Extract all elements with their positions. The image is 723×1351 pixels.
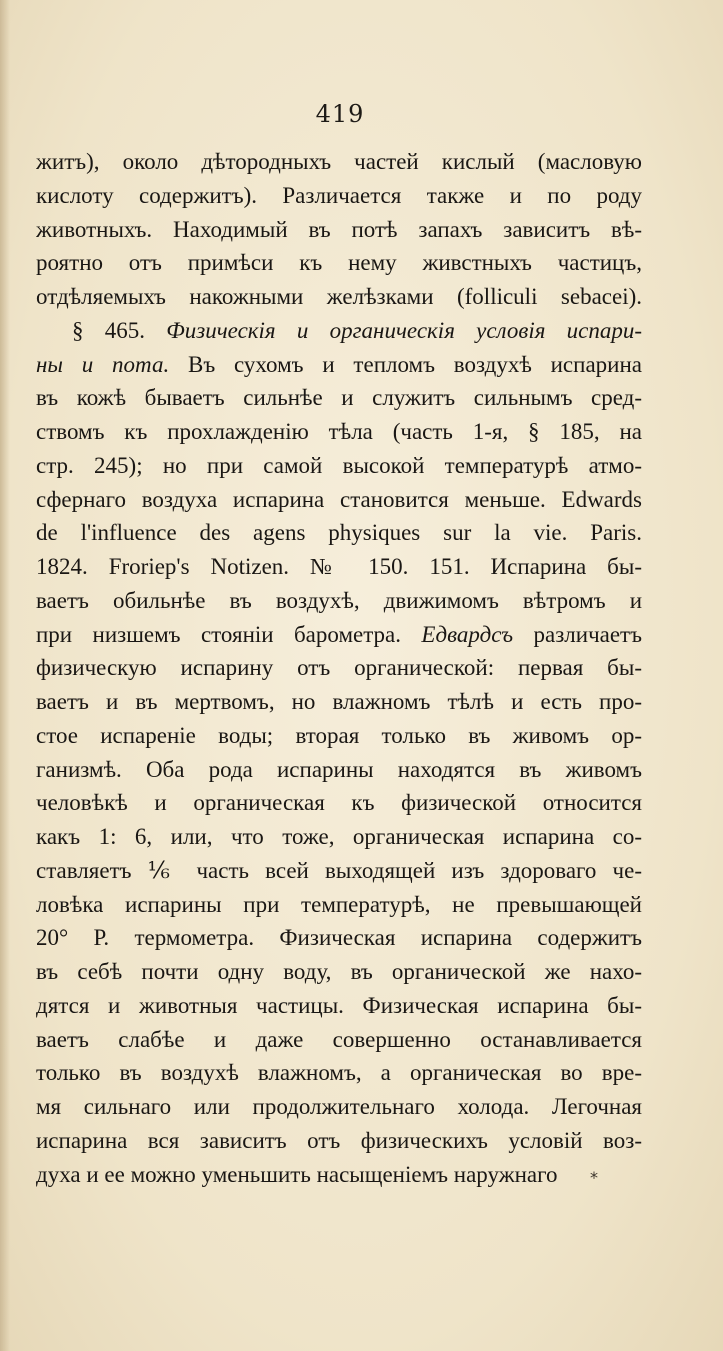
text-line <box>36 1056 642 1090</box>
text-line <box>36 854 642 888</box>
text-line <box>36 786 642 820</box>
line-text: кислоту содержитъ). Различается также и по роду <box>36 182 642 208</box>
page-spine-shadow <box>0 0 10 1351</box>
line-text: при низшемъ стояніи барометра. <box>36 621 422 647</box>
line-text: испарина вся зависитъ отъ физическихъ условій воз- <box>36 1127 642 1153</box>
line-text: 20° Р. термометра. Физическая испарина содержитъ <box>36 925 642 951</box>
text-line <box>36 483 642 517</box>
line-text: ваетъ и въ мертвомъ, но влажномъ тѣлѣ и есть про- <box>36 689 642 714</box>
text-line <box>36 888 642 922</box>
line-text: сфернаго воздуха испарина становится меньше. Edwards <box>36 486 642 512</box>
line-text: ганизмѣ. Оба рода испарины находятся въ живомъ <box>36 756 642 782</box>
line-text: de l'influence des agens physiques sur la vie. Paris. <box>36 520 642 546</box>
italic-text: ны и пота. <box>36 351 170 377</box>
line-text: отдѣляемыхъ накожными желѣзками (folliculi sebacei). <box>36 284 642 309</box>
line-text: Въ сухомъ и тепломъ воздухѣ испарина <box>169 351 642 377</box>
line-text: духа и ее можно уменьшить насыщеніемъ наружнаго <box>36 1161 558 1187</box>
line-text: въ кожѣ бываетъ сильнѣе и служитъ сильнымъ сред- <box>36 385 642 411</box>
line-text: физическую испарину отъ органической: первая бы- <box>36 655 642 681</box>
line-text: дятся и животныя частицы. Физическая испарина бы- <box>36 992 642 1018</box>
text-line <box>36 955 642 989</box>
line-text: ваетъ слабѣе и даже совершенно останавливается <box>36 1026 642 1052</box>
line-text: какъ 1: 6, или, что тоже, органическая испарина со- <box>36 824 642 849</box>
text-line <box>36 1124 642 1158</box>
line-text: 1824. Froriep's Notizen. № 150. 151. Испарина бы- <box>36 554 642 579</box>
line-text: только въ воздухѣ влажномъ, а органическая во вре- <box>36 1060 642 1086</box>
line-text: человѣкѣ и органическая къ физической относится <box>36 790 642 816</box>
text-line <box>36 921 642 955</box>
text-line <box>36 415 642 449</box>
line-text: ставляетъ ⅙ часть всей выходящей изъ здороваго че- <box>36 857 642 883</box>
italic-text: Едвардсъ <box>421 621 514 647</box>
italic-text: Физическія и органическія условія испари- <box>166 317 642 343</box>
line-text: ловѣка испарины при температурѣ, не превышающей <box>36 891 642 917</box>
line-text: ваетъ обильнѣе въ воздухѣ, движимомъ вѣтромъ и <box>36 587 642 613</box>
text-line <box>36 584 642 618</box>
text-line <box>36 179 642 213</box>
line-text: стр. 245); но при самой высокой температурѣ атмо- <box>36 452 642 478</box>
body-text <box>36 145 642 1191</box>
text-line <box>36 1090 642 1124</box>
text-line <box>36 719 642 753</box>
text-line <box>36 449 642 483</box>
line-text: стое испареніе воды; вторая только въ живомъ ор- <box>36 722 642 748</box>
text-line <box>36 618 642 652</box>
text-line <box>36 213 642 247</box>
text-line <box>36 516 642 550</box>
line-text: житъ), около дѣтородныхъ частей кислый (масловую <box>36 149 642 174</box>
text-line <box>36 989 642 1023</box>
text-line <box>36 1158 642 1192</box>
line-text: животныхъ. Находимый въ потѣ запахъ зависитъ вѣ- <box>36 216 642 242</box>
text-line <box>36 550 642 584</box>
footer-asterisk: * <box>590 1168 598 1187</box>
line-text: мя сильнаго или продолжительнаго холода. Легочная <box>36 1094 642 1119</box>
line-text: роятно отъ примѣси къ нему живстныхъ частицъ, <box>36 250 642 276</box>
text-line <box>36 820 642 854</box>
text-line <box>36 1023 642 1057</box>
line-text: § 465. <box>72 317 167 343</box>
text-line <box>36 280 642 314</box>
text-line <box>36 314 642 348</box>
text-line <box>36 685 642 719</box>
line-text: ствомъ къ прохлажденію тѣла (часть 1-я, § 185, на <box>36 419 642 444</box>
page-number: 419 <box>315 100 365 128</box>
text-line <box>36 381 642 415</box>
text-line <box>36 348 642 382</box>
line-text: различаетъ <box>513 621 642 647</box>
line-text: въ себѣ почти одну воду, въ органической же нахо- <box>36 959 642 984</box>
text-line <box>36 145 642 179</box>
text-line <box>36 753 642 787</box>
text-line <box>36 246 642 280</box>
text-line <box>36 651 642 685</box>
